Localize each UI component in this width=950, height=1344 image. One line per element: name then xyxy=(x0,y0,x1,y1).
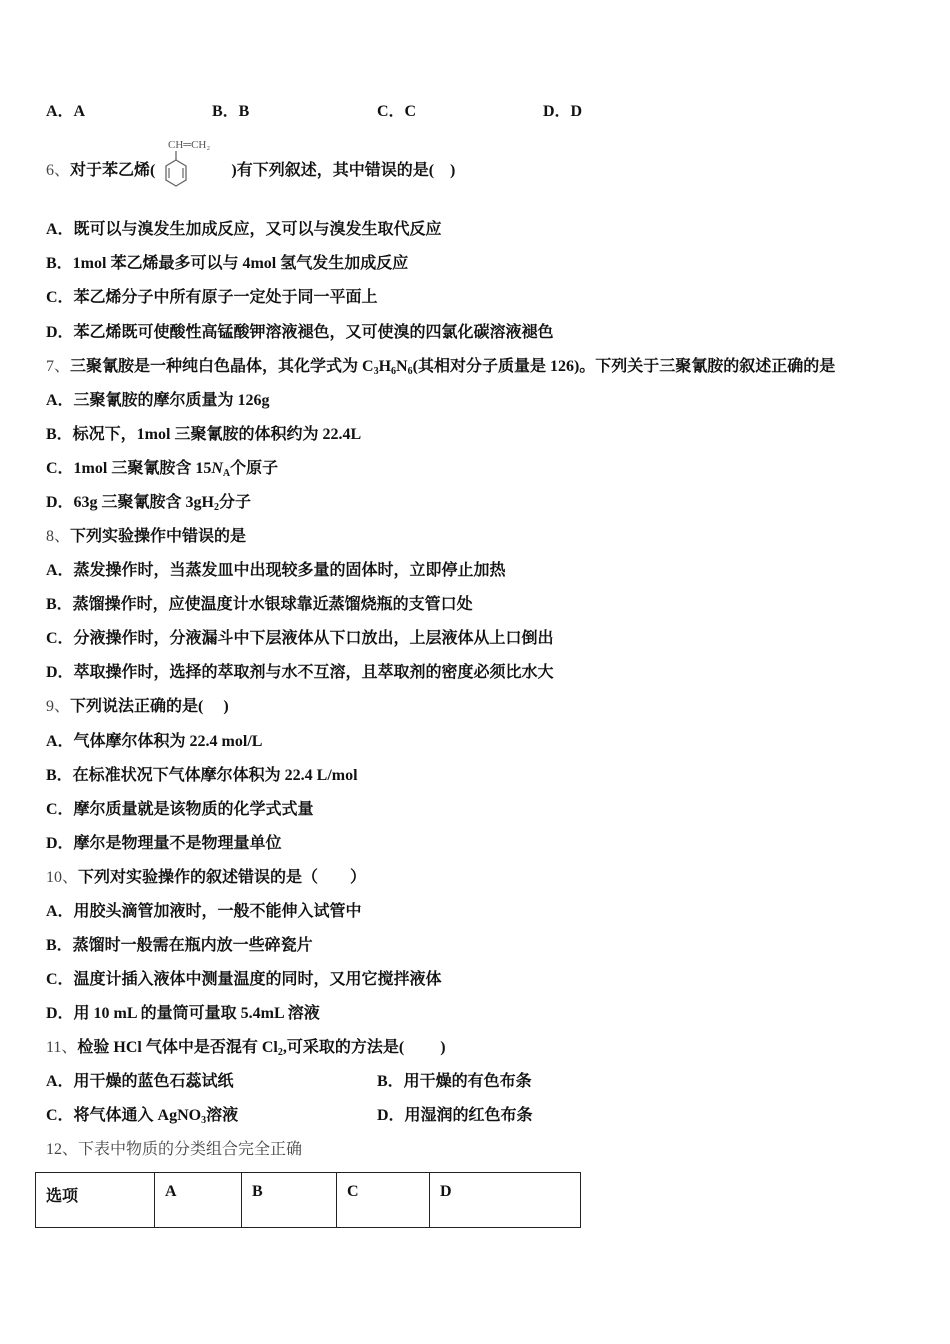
q5-option-c[interactable]: C．C xyxy=(377,103,417,120)
q9-option-d[interactable]: D．摩尔是物理量不是物理量单位 xyxy=(46,835,282,852)
q7-stem: 7、三聚氰胺是一种纯白色晶体，其化学式为 $C_3H_6N_6$(其相对分子质量是 126)。下列关于三聚氰胺的叙述正确的是 xyxy=(46,358,836,377)
structure-label: CH═CH₂ xyxy=(168,139,211,151)
q10-option-b[interactable]: B．蒸馏时一般需在瓶内放一些碎瓷片 xyxy=(46,937,313,954)
table-header-row xyxy=(36,1173,581,1228)
q11-option-a[interactable]: A．用干燥的蓝色石蕊试纸 xyxy=(46,1073,234,1090)
q7-option-c[interactable]: C．1mol 三聚氰胺含 $15N_A$个原子 xyxy=(46,460,279,479)
q7-option-b[interactable]: B．标况下，1mol 三聚氰胺的体积约为 22.4L xyxy=(46,426,362,443)
q6-option-d[interactable]: D．苯乙烯既可使酸性高锰酸钾溶液褪色，又可使溴的四氯化碳溶液褪色 xyxy=(46,324,554,341)
q6-option-c[interactable]: C．苯乙烯分子中所有原子一定处于同一平面上 xyxy=(46,289,378,306)
styrene-structure-image xyxy=(160,136,240,203)
q10-option-c[interactable]: C．温度计插入液体中测量温度的同时，又用它搅拌液体 xyxy=(46,971,442,988)
table-header-cell: B xyxy=(242,1173,337,1228)
q6-option-b[interactable]: B．1mol 苯乙烯最多可以与 4mol 氢气发生加成反应 xyxy=(46,255,409,272)
q9-option-c[interactable]: C．摩尔质量就是该物质的化学式式量 xyxy=(46,801,314,818)
q7-option-a[interactable]: A．三聚氰胺的摩尔质量为 126g xyxy=(46,392,270,409)
q12-classification-table xyxy=(35,1172,581,1228)
q5-option-b[interactable]: B．B xyxy=(212,103,250,120)
q10-option-a[interactable]: A．用胶头滴管加液时，一般不能伸入试管中 xyxy=(46,903,362,920)
q8-option-c[interactable]: C．分液操作时，分液漏斗中下层液体从下口放出，上层液体从上口倒出 xyxy=(46,630,554,647)
q8-option-b[interactable]: B．蒸馏操作时，应使温度计水银球靠近蒸馏烧瓶的支管口处 xyxy=(46,596,473,613)
q11-option-c[interactable]: C．将气体通入 AgNO$_3$溶液 xyxy=(46,1107,239,1126)
q9-stem: 9、下列说法正确的是( ) xyxy=(46,698,229,715)
q10-option-d[interactable]: D．用 10 mL 的量筒可量取 5.4mL 溶液 xyxy=(46,1005,320,1022)
q6-stem: 6、对于苯乙烯( )有下列叙述，其中错误的是( ) xyxy=(46,162,456,179)
q11-option-d[interactable]: D．用湿润的红色布条 xyxy=(377,1107,533,1124)
table-header-cell: C xyxy=(337,1173,430,1228)
q6-option-a[interactable]: A．既可以与溴发生加成反应，又可以与溴发生取代反应 xyxy=(46,221,442,238)
table-header-cell: 选项 xyxy=(36,1173,155,1228)
q12-stem: 12、下表中物质的分类组合完全正确 xyxy=(46,1141,303,1158)
q5-option-d[interactable]: D．D xyxy=(543,103,583,120)
table-header-cell: D xyxy=(430,1173,581,1228)
q5-option-a[interactable]: A．A xyxy=(46,103,86,120)
q11-option-b[interactable]: B．用干燥的有色布条 xyxy=(377,1073,532,1090)
q8-option-a[interactable]: A．蒸发操作时，当蒸发皿中出现较多量的固体时，立即停止加热 xyxy=(46,562,506,579)
q5-options xyxy=(0,102,950,122)
table-header-cell: A xyxy=(155,1173,242,1228)
q9-option-b[interactable]: B．在标准状况下气体摩尔体积为 22.4 L/mol xyxy=(46,767,358,784)
q8-option-d[interactable]: D．萃取操作时，选择的萃取剂与水不互溶，且萃取剂的密度必须比水大 xyxy=(46,664,554,681)
q10-stem: 10、下列对实验操作的叙述错误的是（ ） xyxy=(46,869,367,886)
q8-stem: 8、下列实验操作中错误的是 xyxy=(46,528,247,545)
q7-option-d[interactable]: D．63g 三聚氰胺含 $3gH_2$分子 xyxy=(46,494,252,513)
q11-stem: 11、检验 HCl 气体中是否混有 $Cl_2$,可采取的方法是( ) xyxy=(46,1039,446,1058)
q9-option-a[interactable]: A．气体摩尔体积为 22.4 mol/L xyxy=(46,733,263,750)
